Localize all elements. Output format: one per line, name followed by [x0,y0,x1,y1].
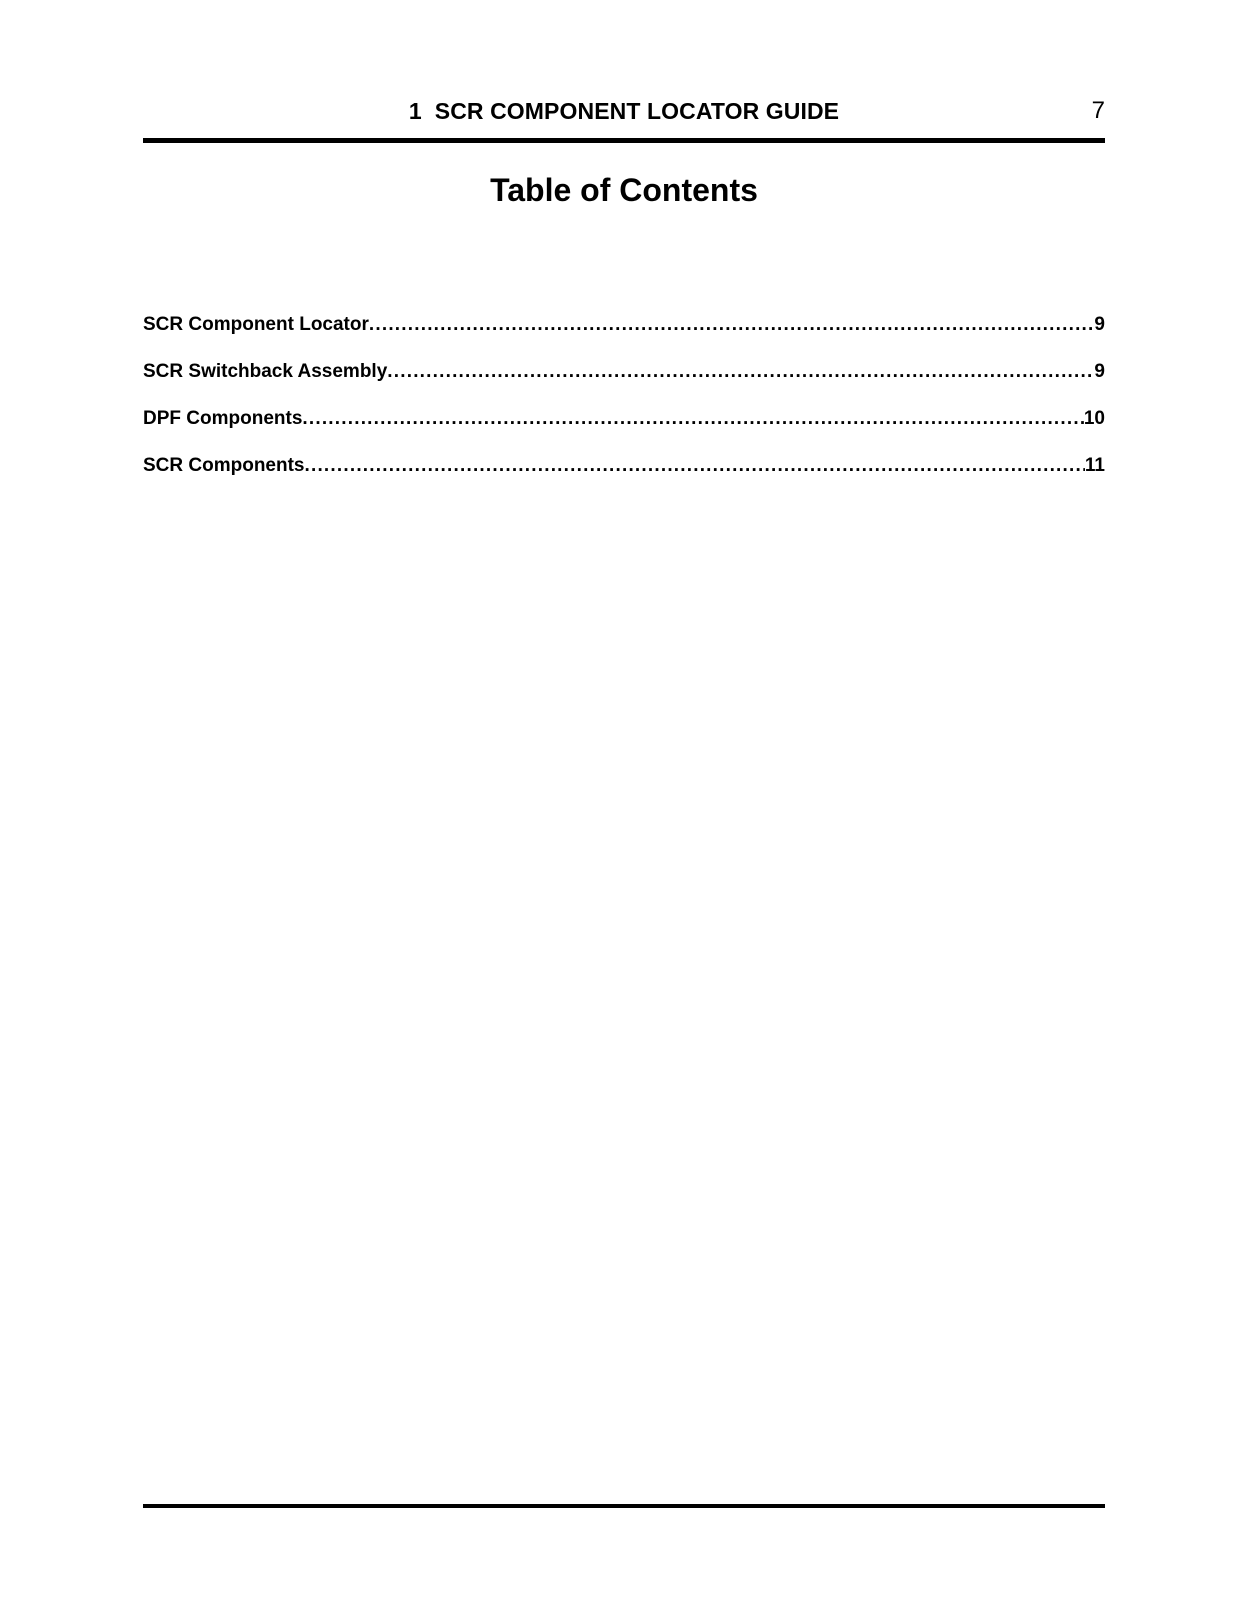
toc-dot-leader [387,360,1094,384]
page-number: 7 [1091,97,1105,124]
toc-heading: Table of Contents [490,172,758,208]
toc-dot-leader [369,313,1095,337]
header-rule [143,138,1105,143]
toc-entry-scr-components[interactable] [143,454,1105,501]
toc-dot-leader [305,454,1085,478]
toc-entry-page: 9 [1094,361,1105,382]
toc-list [143,313,1105,501]
toc-entry-title: DPF Components [143,408,303,429]
toc-entry-page: 9 [1094,314,1105,335]
toc-entry-scr-component-locator[interactable] [143,313,1105,360]
toc-entry-dpf-components[interactable] [143,407,1105,454]
toc-dot-leader [302,407,1083,431]
toc-entry-scr-switchback-assembly[interactable] [143,360,1105,407]
toc-entry-page: 10 [1083,408,1105,429]
chapter-title: 1 SCR COMPONENT LOCATOR GUIDE [408,98,840,124]
footer-rule [143,1504,1105,1508]
toc-entry-page: 11 [1084,455,1105,476]
toc-entry-title: SCR Component Locator [143,314,369,335]
toc-entry-title: SCR Components [143,455,305,476]
toc-entry-title: SCR Switchback Assembly [143,361,388,382]
running-header [143,96,1105,130]
